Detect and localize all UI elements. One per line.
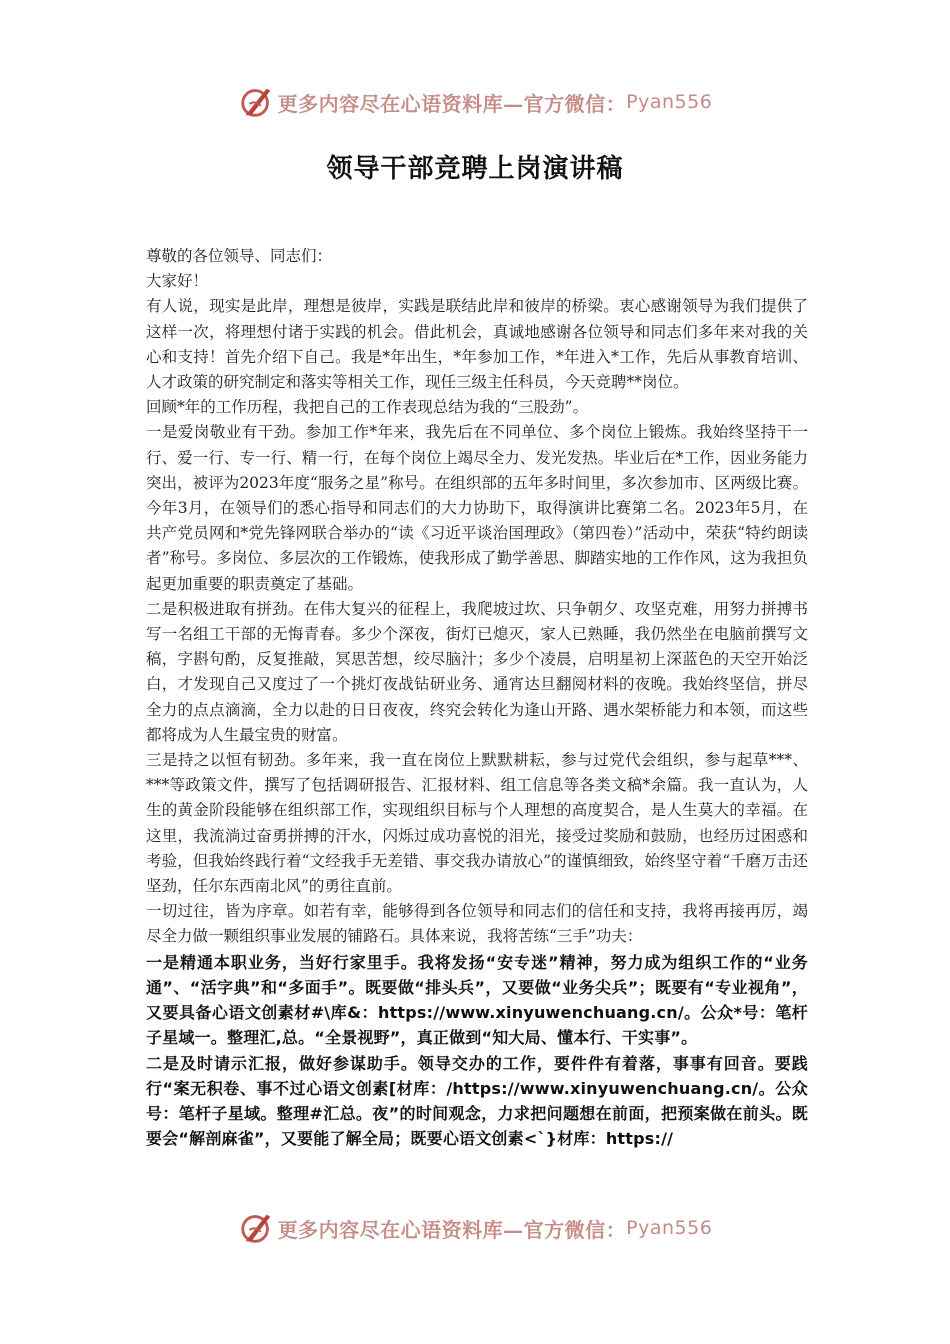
paragraph-third: 三是持之以恒有韧劲。多年来，我一直在岗位上默默耕耘，参与过党代会组织，参与起草***、***等政策文件，撰写了包括调研报告、汇报材料、组工信息等各类文稿*余篇。我一直认为，人生的黄金阶段能够在组织部工作，实现组织目标与个人理想的高度契合，是人生莫大的幸福。在这里，我流淌过奋勇拼搏的汗水，闪烁过成功喜悦的泪光，接受过奖励和鼓励，也经历过困惑和考验，但我始终践行着“文经我手无差错、事交我办请放心”的谨慎细致，始终坚守着“千磨万击还坚劲，任尔东西南北风”的勇往直前。 (146, 751, 808, 896)
banner-text: 更多内容尽在心语资料库—官方微信： (277, 1217, 627, 1242)
header-banner (0, 82, 950, 122)
quill-logo-icon (238, 1209, 276, 1247)
paragraph-plan: 一切过往，皆为序章。如若有幸，能够得到各位领导和同志们的信任和支持，我将再接再厉，竭尽全力做一颗组织事业发展的铺路石。具体来说，我将苦练“三手”功夫： (146, 902, 808, 946)
paragraph-second: 二是积极进取有拼劲。在伟大复兴的征程上，我爬坡过坎、只争朝夕、攻坚克难，用努力拼搏书写一名组工干部的无悔青春。多少个深夜，街灯已熄灭，家人已熟睡，我仍然坐在电脑前撰写文稿，字斟句酌，反复推敲，冥思苦想，绞尽脑汁；多少个凌晨，启明星初上深蓝色的天空开始泛白，才发现自己又度过了一个挑灯夜战钻研业务、通宵达旦翻阅材料的夜晚。我始终坚信，拼尽全力的点点滴滴，全力以赴的日日夜夜，终究会转化为逢山开路、遇水架桥能力和本领，而这些都将成为人生最宝贵的财富。 (146, 599, 808, 744)
document-title: 领导干部竞聘上岗演讲稿 (326, 154, 624, 184)
banner-text: 更多内容尽在心语资料库—官方微信： (277, 91, 627, 116)
paragraph-plan-one: 一是精通本职业务，当好行家里手。我将发扬“安专迷”精神，努力成为组织工作的“业务通”、“活字典”和“多面手”。既要做“排头兵”，又要做“业务尖兵”；既要有“专业视角”，又要具备心语文创素材#\库&：https://www.xinyuwenchuang.cn/。公众*号：笔杆子星域一。整理汇,总。“全景视野”，真正做到“知大局、懂本行、干实事”。 (146, 952, 808, 1048)
banner-wechat-id: Pyan556 (626, 1217, 713, 1239)
paragraph-first: 一是爱岗敬业有干劲。参加工作*年来，我先后在不同单位、多个岗位上锻炼。我始终坚持干一行、爱一行、专一行、精一行，在每个岗位上竭尽全力、发光发热。毕业后在*工作，因业务能力突出，被评为2023年度“服务之星”称号。在组织部的五年多时间里，多次参加市、区两级比赛。今年3月，在领导们的悉心指导和同志们的大力协助下，取得演讲比赛第二名。2023年5月，在共产党员网和*党先锋网联合举办的“读《习近平谈治国理政》（第四卷）”活动中，荣获“特约朗读者”称号。多岗位、多层次的工作锻炼，使我形成了勤学善思、脚踏实地的工作作风，这为我担负起更加重要的职责奠定了基础。 (146, 423, 808, 593)
footer-banner (0, 1208, 950, 1248)
banner-wechat-id: Pyan556 (626, 91, 713, 113)
paragraph-review: 回顾*年的工作历程，我把自己的工作表现总结为我的“三股劲”。 (146, 398, 589, 417)
greeting: 大家好！ (146, 272, 209, 291)
paragraph-plan-two: 二是及时请示汇报，做好参谋助手。领导交办的工作，要件件有着落，事事有回音。要践行“案无积卷、事不过心语文创素[材库：/https://www.xinyuwenchuang.cn/。公众号：笔杆子星域。整理#汇总。夜”的时间观念，力求把问题想在前面，把预案做在前头。既要会“解剖麻雀”，又要能了解全局；既要心语文创素<`}材库：https:// (146, 1053, 808, 1149)
quill-logo-icon (238, 83, 276, 121)
paragraph-intro: 有人说，现实是此岸，理想是彼岸，实践是联结此岸和彼岸的桥梁。衷心感谢领导为我们提供了这样一次，将理想付诸于实践的机会。借此机会，真诚地感谢各位领导和同志们多年来对我的关心和支持！首先介绍下自己。我是*年出生，*年参加工作，*年进入*工作，先后从事教育培训、人才政策的研究制定和落实等相关工作，现任三级主任科员，今天竞聘**岗位。 (146, 297, 808, 392)
document-body (146, 244, 808, 1151)
salutation: 尊敬的各位领导、同志们： (146, 247, 333, 265)
